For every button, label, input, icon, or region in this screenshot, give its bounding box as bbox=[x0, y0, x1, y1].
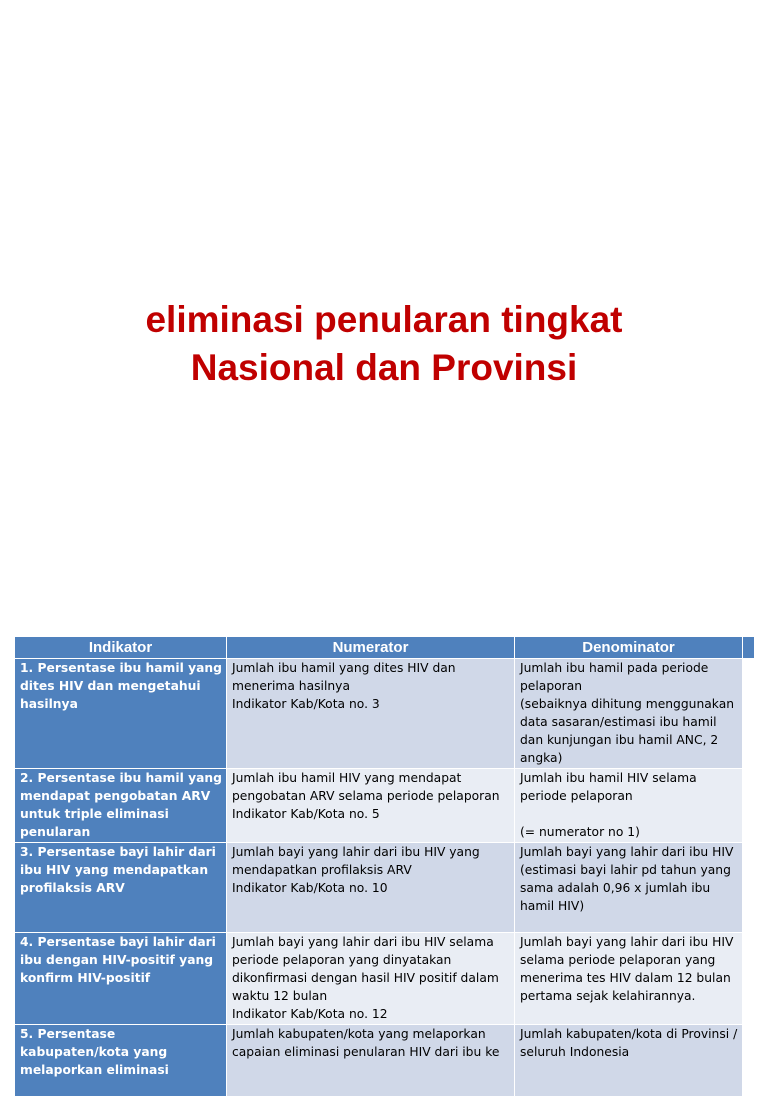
denominator-cell: Jumlah ibu hamil HIV selama periode pelaporan (= numerator no 1) bbox=[515, 769, 743, 843]
table-row bbox=[15, 1025, 755, 1097]
indikator-cell: 5. Persentase kabupaten/kota yang melaporkan eliminasi bbox=[15, 1025, 227, 1097]
slide-title-line-1: eliminasi penularan tingkat bbox=[145, 299, 623, 340]
numerator-cell: Jumlah bayi yang lahir dari ibu HIV selama periode pelaporan yang dinyatakan dikonfirmasi dengan hasil HIV positif dalam waktu 12 bulan Indikator Kab/Kota no. 12 bbox=[227, 933, 515, 1025]
indikator-cell: 4. Persentase bayi lahir dari ibu dengan HIV-positif yang konfirm HIV-positif bbox=[15, 933, 227, 1025]
numerator-cell: Jumlah ibu hamil yang dites HIV dan menerima hasilnya Indikator Kab/Kota no. 3 bbox=[227, 659, 515, 769]
indikator-cell: 3. Persentase bayi lahir dari ibu HIV yang mendapatkan profilaksis ARV bbox=[15, 843, 227, 933]
row-edge-cell bbox=[743, 769, 755, 843]
row-edge-cell bbox=[743, 933, 755, 1025]
table-row bbox=[15, 659, 755, 769]
denominator-cell: Jumlah bayi yang lahir dari ibu HIV selama periode pelaporan yang menerima tes HIV dalam 12 bulan pertama sejak kelahirannya. bbox=[515, 933, 743, 1025]
row-edge-cell bbox=[743, 843, 755, 933]
indicator-table-container bbox=[14, 636, 754, 1077]
row-edge-cell bbox=[743, 659, 755, 769]
denominator-cell: Jumlah ibu hamil pada periode pelaporan (sebaiknya dihitung menggunakan data sasaran/estimasi ibu hamil dan kunjungan ibu hamil ANC, 2 angka) bbox=[515, 659, 743, 769]
slide-title-line-2: Nasional dan Provinsi bbox=[190, 347, 578, 388]
indicator-table bbox=[14, 636, 755, 1097]
header-numerator: Numerator bbox=[227, 637, 515, 659]
numerator-cell: Jumlah kabupaten/kota yang melaporkan capaian eliminasi penularan HIV dari ibu ke bbox=[227, 1025, 515, 1097]
table-row bbox=[15, 769, 755, 843]
numerator-cell: Jumlah ibu hamil HIV yang mendapat pengobatan ARV selama periode pelaporan Indikator Kab/Kota no. 5 bbox=[227, 769, 515, 843]
header-denominator: Denominator bbox=[515, 637, 743, 659]
slide-title bbox=[0, 296, 768, 392]
header-indikator: Indikator bbox=[15, 637, 227, 659]
denominator-cell: Jumlah bayi yang lahir dari ibu HIV (estimasi bayi lahir pd tahun yang sama adalah 0,96 x jumlah ibu hamil HIV) bbox=[515, 843, 743, 933]
table-header-row bbox=[15, 637, 755, 659]
numerator-cell: Jumlah bayi yang lahir dari ibu HIV yang mendapatkan profilaksis ARV Indikator Kab/Kota no. 10 bbox=[227, 843, 515, 933]
header-edge-cell bbox=[743, 637, 755, 659]
table-row bbox=[15, 843, 755, 933]
indikator-cell: 1. Persentase ibu hamil yang dites HIV dan mengetahui hasilnya bbox=[15, 659, 227, 769]
denominator-cell: Jumlah kabupaten/kota di Provinsi / seluruh Indonesia bbox=[515, 1025, 743, 1097]
table-row bbox=[15, 933, 755, 1025]
row-edge-cell bbox=[743, 1025, 755, 1097]
indikator-cell: 2. Persentase ibu hamil yang mendapat pengobatan ARV untuk triple eliminasi penularan bbox=[15, 769, 227, 843]
